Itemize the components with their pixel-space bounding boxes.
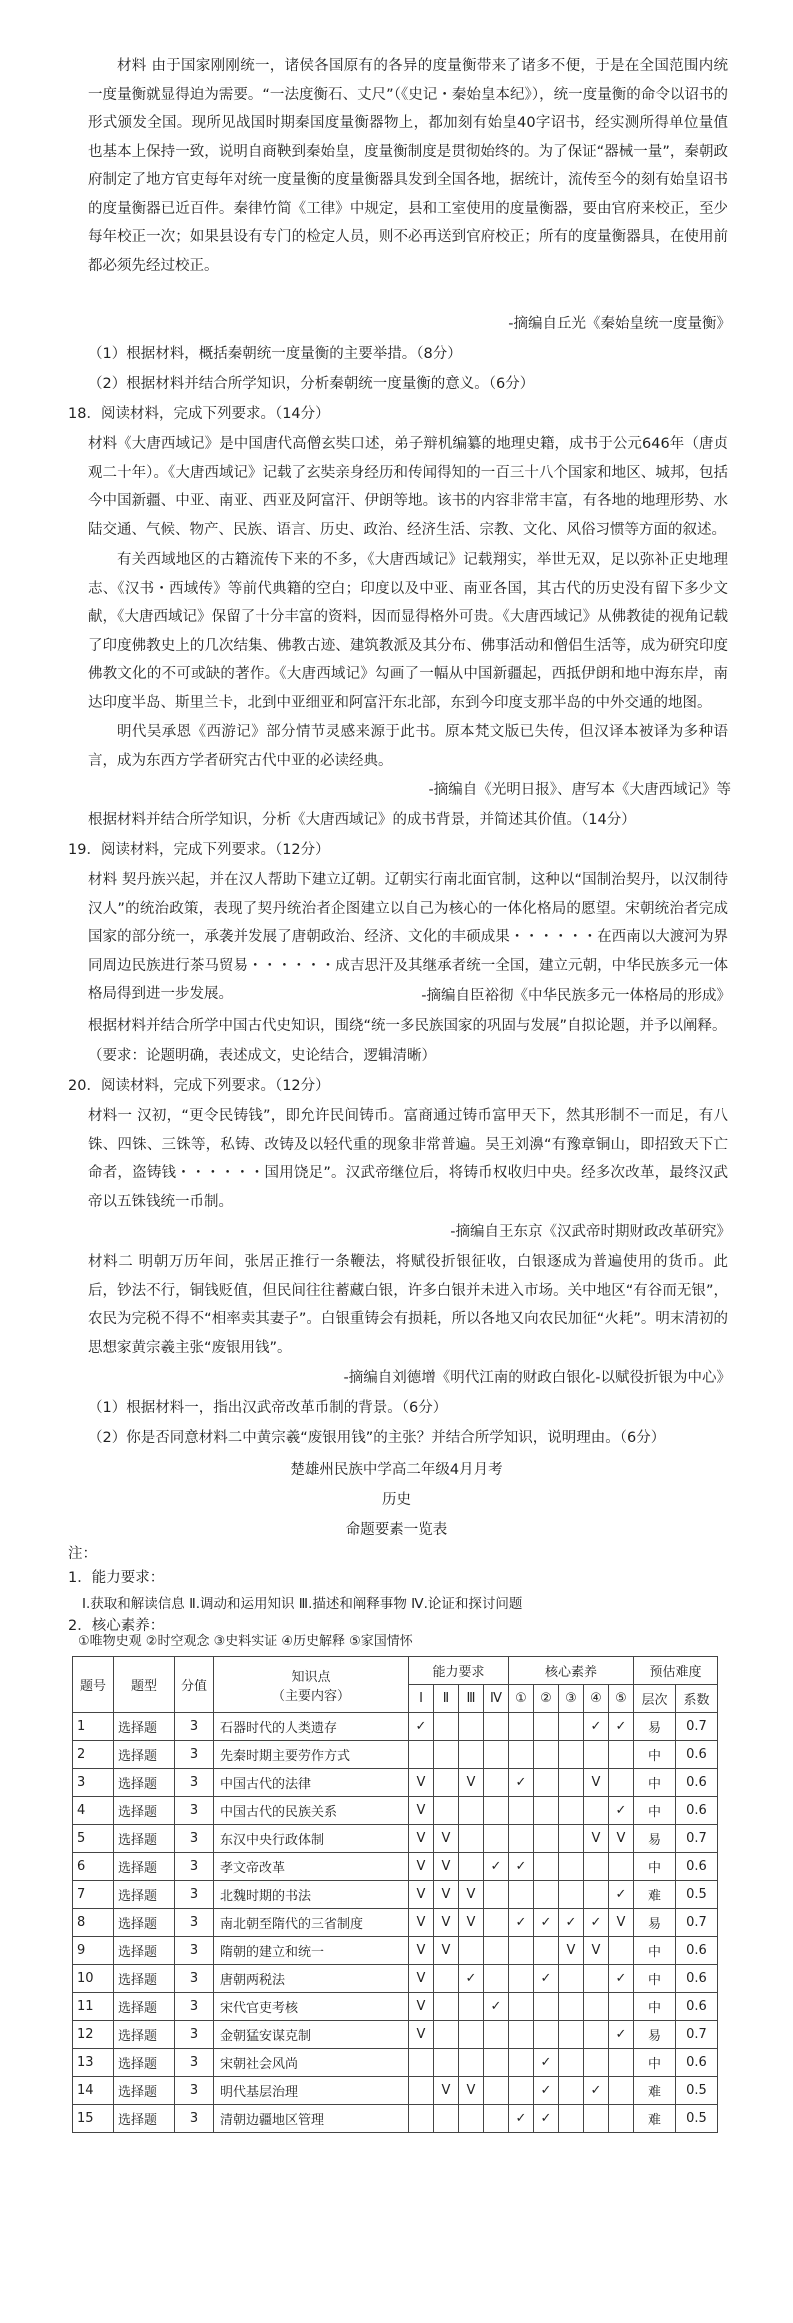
col-header-core: 核心素养 (509, 1657, 634, 1685)
row-core-mark (609, 1937, 634, 1965)
row-core-mark (534, 1825, 559, 1853)
row-knowledge-point: 东汉中央行政体制 (214, 1825, 409, 1853)
row-core-mark (509, 1993, 534, 2021)
row-knowledge-point: 石器时代的人类遗存 (214, 1713, 409, 1741)
table-row (73, 1741, 718, 1769)
row-ability-mark: V (409, 1769, 434, 1797)
row-knowledge-point: 中国古代的法律 (214, 1769, 409, 1797)
row-ability-mark: V (409, 1965, 434, 1993)
row-ability-mark (484, 1797, 509, 1825)
row-ability-mark (409, 1741, 434, 1769)
row-number: 4 (73, 1797, 114, 1825)
row-number: 2 (73, 1741, 114, 1769)
core-col-3: ③ (559, 1685, 584, 1713)
row-ability-mark: V (409, 1937, 434, 1965)
row-level: 中 (634, 1769, 676, 1797)
row-core-mark (584, 1881, 609, 1909)
table-row (73, 2021, 718, 2049)
row-core-mark (534, 1937, 559, 1965)
col-header-ability: 能力要求 (409, 1657, 509, 1685)
row-score: 3 (175, 1993, 214, 2021)
row-core-mark: ✓ (609, 1797, 634, 1825)
q20-material-1: 材料一 汉初，“更令民铸钱”，即允许民间铸币。富商通过铸币富甲天下，然其形制不一而足，有八铢、四铢、三铢等，私铸、改铸及以轻代重的现象非常普遍。吴王刘濞“有豫章铜山，即招致天下亡命者，盗铸钱・・・・・・国用饶足”。汉武帝继位后，将铸币权收归中央。经多次改革，最终汉武帝以五铢钱统一币制。 (88, 1108, 728, 1210)
row-ability-mark (434, 1993, 459, 2021)
row-number: 8 (73, 1909, 114, 1937)
row-core-mark: ✓ (534, 2077, 559, 2105)
row-ability-mark (459, 1741, 484, 1769)
row-number: 14 (73, 2077, 114, 2105)
row-core-mark: ✓ (509, 1769, 534, 1797)
row-core-mark: ✓ (609, 1713, 634, 1741)
row-core-mark (559, 2049, 584, 2077)
core-col-1: ① (509, 1685, 534, 1713)
table-row (73, 1909, 718, 1937)
row-type: 选择题 (114, 1741, 175, 1769)
row-knowledge-point: 清朝边疆地区管理 (214, 2105, 409, 2133)
row-level: 中 (634, 1993, 676, 2021)
row-number: 9 (73, 1937, 114, 1965)
row-coefficient: 0.6 (676, 1937, 718, 1965)
q19-material: 材料 契丹族兴起，并在汉人帮助下建立辽朝。辽朝实行南北面官制，这种以“国制治契丹，以汉制待汉人”的统治政策，表现了契丹统治者企图建立以自己为核心的一体化格局的愿望。宋朝统治者完成国家的部分统一，承袭并发展了唐朝政治、经济、文化的丰硕成果・・・・・・在西南以大渡河为界同周边民族进行茶马贸易・・・・・・成吉思汗及其继承者统一全国，建立元朝，中华民族多元一体格局得到进一步发展。 (88, 872, 728, 1002)
row-core-mark (534, 1741, 559, 1769)
row-core-mark (509, 2021, 534, 2049)
row-core-mark: V (609, 1909, 634, 1937)
row-knowledge-point: 宋朝社会风尚 (214, 2049, 409, 2077)
row-ability-mark: V (409, 2021, 434, 2049)
row-core-mark: V (584, 1937, 609, 1965)
q18-task: 根据材料并结合所学知识，分析《大唐西域记》的成书背景，并简述其价值。（14分） (88, 812, 636, 828)
row-core-mark (559, 2077, 584, 2105)
core-col-5: ⑤ (609, 1685, 634, 1713)
row-score: 3 (175, 1741, 214, 1769)
ability-list: Ⅰ.获取和解读信息 Ⅱ.调动和运用知识 Ⅲ.描述和阐释事物 Ⅳ.论证和探讨问题 (82, 1596, 523, 1612)
row-core-mark (584, 2021, 609, 2049)
row-number: 5 (73, 1825, 114, 1853)
row-number: 11 (73, 1993, 114, 2021)
table-row (73, 1797, 718, 1825)
row-ability-mark (459, 1853, 484, 1881)
row-core-mark: V (559, 1937, 584, 1965)
q19-source: -摘编自臣裕彻《中华民族多元一体格局的形成》 (421, 988, 731, 1004)
row-core-mark (559, 1965, 584, 1993)
row-core-mark (559, 1797, 584, 1825)
row-ability-mark (434, 2049, 459, 2077)
row-type: 选择题 (114, 2105, 175, 2133)
table-row (73, 1769, 718, 1797)
table-row (73, 1937, 718, 1965)
col-header-difficulty: 预估难度 (634, 1657, 718, 1685)
proposition-elements-table (72, 1656, 718, 2133)
row-score: 3 (175, 1769, 214, 1797)
row-ability-mark: ✓ (459, 1965, 484, 1993)
knowledge-point-label: 知识点 (291, 1669, 331, 1685)
row-ability-mark (434, 1797, 459, 1825)
row-ability-mark (459, 2105, 484, 2133)
school-title: 楚雄州民族中学高二年级4月月考 (290, 1462, 503, 1478)
row-core-mark (609, 1853, 634, 1881)
row-ability-mark: V (459, 2077, 484, 2105)
table-row (73, 2049, 718, 2077)
row-ability-mark: V (434, 1853, 459, 1881)
row-core-mark: ✓ (509, 1853, 534, 1881)
q18-heading: 18．阅读材料，完成下列要求。（14分） (68, 406, 330, 422)
row-coefficient: 0.5 (676, 2105, 718, 2133)
row-core-mark (509, 1965, 534, 1993)
row-core-mark (534, 1881, 559, 1909)
row-score: 3 (175, 1909, 214, 1937)
table-title: 命题要素一览表 (345, 1522, 448, 1538)
q17-source: -摘编自丘光《秦始皇统一度量衡》 (508, 316, 731, 332)
row-ability-mark (484, 1825, 509, 1853)
row-type: 选择题 (114, 1909, 175, 1937)
row-score: 3 (175, 2049, 214, 2077)
row-core-mark: ✓ (509, 2105, 534, 2133)
row-core-mark (509, 1713, 534, 1741)
q20-source-1: -摘编自王东京《汉武帝时期财政改革研究》 (450, 1224, 731, 1240)
row-core-mark (559, 1825, 584, 1853)
q17-sub2: （2）根据材料并结合所学知识，分析秦朝统一度量衡的意义。（6分） (88, 376, 535, 392)
row-ability-mark (434, 2105, 459, 2133)
row-ability-mark: V (459, 1769, 484, 1797)
row-level: 中 (634, 1797, 676, 1825)
row-core-mark: ✓ (584, 2077, 609, 2105)
ability-col-3: Ⅲ (459, 1685, 484, 1713)
row-core-mark (509, 1937, 534, 1965)
row-core-mark (534, 1769, 559, 1797)
row-number: 6 (73, 1853, 114, 1881)
row-core-mark (609, 2077, 634, 2105)
row-coefficient: 0.6 (676, 1965, 718, 1993)
row-ability-mark: V (409, 1825, 434, 1853)
row-coefficient: 0.6 (676, 1769, 718, 1797)
row-ability-mark (484, 1937, 509, 1965)
difficulty-coef-header: 系数 (676, 1685, 718, 1713)
row-ability-mark (434, 1741, 459, 1769)
row-core-mark (559, 1769, 584, 1797)
row-core-mark: V (584, 1825, 609, 1853)
row-type: 选择题 (114, 1769, 175, 1797)
row-coefficient: 0.6 (676, 1853, 718, 1881)
row-score: 3 (175, 2077, 214, 2105)
row-ability-mark (459, 1825, 484, 1853)
row-level: 易 (634, 2021, 676, 2049)
ability-col-4: Ⅳ (484, 1685, 509, 1713)
row-type: 选择题 (114, 1937, 175, 1965)
row-core-mark (609, 1741, 634, 1769)
row-ability-mark (409, 2105, 434, 2133)
row-score: 3 (175, 1797, 214, 1825)
row-score: 3 (175, 1713, 214, 1741)
row-core-mark (559, 1881, 584, 1909)
row-coefficient: 0.6 (676, 1741, 718, 1769)
q19-task: 根据材料并结合所学中国古代史知识，围绕“统一多民族国家的巩固与发展”自拟论题，并予以阐释。 (88, 1018, 727, 1034)
row-type: 选择题 (114, 1825, 175, 1853)
row-core-mark (509, 2049, 534, 2077)
q19-heading: 19．阅读材料，完成下列要求。（12分） (68, 842, 330, 858)
row-core-mark: V (584, 1769, 609, 1797)
row-level: 中 (634, 2049, 676, 2077)
row-ability-mark: V (459, 1909, 484, 1937)
row-core-mark (584, 2049, 609, 2077)
row-ability-mark: V (434, 2077, 459, 2105)
col-header-knowledge-point (214, 1657, 409, 1713)
row-ability-mark (484, 2021, 509, 2049)
row-coefficient: 0.7 (676, 1713, 718, 1741)
row-ability-mark (484, 1713, 509, 1741)
row-ability-mark (484, 1769, 509, 1797)
row-type: 选择题 (114, 1881, 175, 1909)
row-knowledge-point: 中国古代的民族关系 (214, 1797, 409, 1825)
row-score: 3 (175, 1965, 214, 1993)
row-core-mark (559, 1713, 584, 1741)
row-score: 3 (175, 1937, 214, 1965)
row-level: 易 (634, 1909, 676, 1937)
row-type: 选择题 (114, 2049, 175, 2077)
note-label: 注： (68, 1546, 97, 1562)
core-col-2: ② (534, 1685, 559, 1713)
row-ability-mark (434, 1713, 459, 1741)
row-ability-mark (459, 2049, 484, 2077)
row-core-mark (584, 2105, 609, 2133)
row-core-mark: ✓ (534, 2105, 559, 2133)
row-ability-mark (484, 2077, 509, 2105)
row-knowledge-point: 宋代官吏考核 (214, 1993, 409, 2021)
row-ability-mark: V (434, 1881, 459, 1909)
row-ability-mark (459, 2021, 484, 2049)
row-coefficient: 0.5 (676, 2077, 718, 2105)
row-ability-mark (484, 1741, 509, 1769)
row-core-mark: ✓ (534, 1965, 559, 1993)
row-coefficient: 0.6 (676, 1797, 718, 1825)
table-row (73, 1713, 718, 1741)
row-core-mark (534, 1853, 559, 1881)
row-ability-mark (484, 2049, 509, 2077)
row-ability-mark: V (434, 1909, 459, 1937)
row-core-mark (609, 1769, 634, 1797)
row-core-mark (584, 1797, 609, 1825)
q20-sub1: （1）根据材料一，指出汉武帝改革币制的背景。（6分） (88, 1400, 448, 1416)
row-core-mark: ✓ (609, 2021, 634, 2049)
row-number: 15 (73, 2105, 114, 2133)
row-level: 易 (634, 1825, 676, 1853)
q18-paragraph-3: 明代吴承恩《西游记》部分情节灵感来源于此书。原本梵文版已失传，但汉译本被译为多种语言，成为东西方学者研究古代中亚的必读经典。 (88, 724, 728, 769)
difficulty-level-header: 层次 (634, 1685, 676, 1713)
row-knowledge-point: 南北朝至隋代的三省制度 (214, 1909, 409, 1937)
table-row (73, 1965, 718, 1993)
row-core-mark (609, 2105, 634, 2133)
row-ability-mark: V (434, 1825, 459, 1853)
row-core-mark (584, 1853, 609, 1881)
row-ability-mark (484, 1965, 509, 1993)
core-heading: 2．核心素养： (68, 1618, 165, 1634)
row-core-mark (559, 1853, 584, 1881)
row-core-mark (534, 1993, 559, 2021)
row-level: 中 (634, 1965, 676, 1993)
row-knowledge-point: 金朝猛安谋克制 (214, 2021, 409, 2049)
row-ability-mark (459, 1937, 484, 1965)
row-core-mark (559, 2105, 584, 2133)
row-level: 难 (634, 1881, 676, 1909)
row-level: 难 (634, 2105, 676, 2133)
row-core-mark (509, 2077, 534, 2105)
core-list: ①唯物史观 ②时空观念 ③史料实证 ④历史解释 ⑤家国情怀 (78, 1634, 413, 1649)
table-row (73, 2105, 718, 2133)
col-header-type: 题型 (114, 1657, 175, 1713)
row-coefficient: 0.7 (676, 1825, 718, 1853)
row-number: 1 (73, 1713, 114, 1741)
row-number: 10 (73, 1965, 114, 1993)
row-core-mark (509, 1797, 534, 1825)
row-number: 3 (73, 1769, 114, 1797)
row-ability-mark (434, 1965, 459, 1993)
row-core-mark (559, 1993, 584, 2021)
table-body (73, 1713, 718, 2133)
row-level: 难 (634, 2077, 676, 2105)
row-ability-mark (459, 1993, 484, 2021)
row-knowledge-point: 先秦时期主要劳作方式 (214, 1741, 409, 1769)
ability-heading: 1．能力要求： (68, 1570, 165, 1586)
row-core-mark (584, 1965, 609, 1993)
row-core-mark (509, 1825, 534, 1853)
row-score: 3 (175, 1853, 214, 1881)
q18-paragraph-1: 材料《大唐西域记》是中国唐代高僧玄奘口述，弟子辩机编纂的地理史籍，成书于公元646年（唐贞观二十年）。《大唐西域记》记载了玄奘亲身经历和传闻得知的一百三十八个国家和地区、城邦，包括今中国新疆、中亚、南亚、西亚及阿富汗、伊朗等地。该书的内容非常丰富，有各地的地理形势、水陆交通、气候、物产、民族、语言、历史、政治、经济生活、宗教、文化、风俗习惯等方面的叙述。 (88, 436, 728, 538)
row-type: 选择题 (114, 1713, 175, 1741)
row-ability-mark: V (409, 1797, 434, 1825)
row-core-mark: ✓ (509, 1909, 534, 1937)
row-type: 选择题 (114, 1797, 175, 1825)
row-ability-mark (434, 2021, 459, 2049)
row-core-mark (509, 1741, 534, 1769)
row-core-mark: ✓ (534, 1909, 559, 1937)
row-ability-mark: V (409, 1993, 434, 2021)
q18-source: -摘编自《光明日报》、唐写本《大唐西域记》等 (428, 782, 731, 798)
row-type: 选择题 (114, 2077, 175, 2105)
row-core-mark (584, 1741, 609, 1769)
row-ability-mark: V (434, 1937, 459, 1965)
table-row (73, 1825, 718, 1853)
table-row (73, 2077, 718, 2105)
row-core-mark: ✓ (559, 1909, 584, 1937)
row-core-mark (534, 2021, 559, 2049)
row-number: 12 (73, 2021, 114, 2049)
row-ability-mark (434, 1769, 459, 1797)
q17-material: 材料 由于国家刚刚统一，诸侯各国原有的各异的度量衡带来了诸多不便，于是在全国范围内统一度量衡就显得迫为需要。“一法度衡石、丈尺”（《史记・秦始皇本纪》），统一度量衡的命令以诏书的形式颁发全国。现所见战国时期秦国度量衡器物上，都加刻有始皇40字诏书，经实测所得单位量值也基本上保持一致，说明自商鞅到秦始皇，度量衡制度是贯彻始终的。为了保证“器械一量”，秦朝政府制定了地方官吏每年对统一度量衡的度量衡器具发到全国各地，据统计，流传至今的刻有始皇诏书的度量衡器已近百件。秦律竹简《工律》中规定，县和工室使用的度量衡器，要由官府来校正，至少每年校正一次；如果县设有专门的检定人员，则不必再送到官府校正；所有的度量衡器具，在使用前都必须先经过校正。 (88, 58, 728, 274)
row-coefficient: 0.7 (676, 2021, 718, 2049)
row-type: 选择题 (114, 2021, 175, 2049)
row-knowledge-point: 隋朝的建立和统一 (214, 1937, 409, 1965)
row-score: 3 (175, 1825, 214, 1853)
row-level: 中 (634, 1853, 676, 1881)
row-core-mark (559, 2021, 584, 2049)
ability-col-1: Ⅰ (409, 1685, 434, 1713)
row-ability-mark (409, 2077, 434, 2105)
row-type: 选择题 (114, 1993, 175, 2021)
row-core-mark (534, 1797, 559, 1825)
q19-requirement: （要求：论题明确，表述成文，史论结合，逻辑清晰） (88, 1048, 436, 1064)
row-core-mark (534, 1713, 559, 1741)
row-coefficient: 0.7 (676, 1909, 718, 1937)
row-ability-mark: V (409, 1853, 434, 1881)
row-core-mark: ✓ (584, 1909, 609, 1937)
row-core-mark (584, 1993, 609, 2021)
q17-sub1: （1）根据材料，概括秦朝统一度量衡的主要举措。（8分） (88, 346, 462, 362)
row-number: 7 (73, 1881, 114, 1909)
core-col-4: ④ (584, 1685, 609, 1713)
row-ability-mark (484, 1909, 509, 1937)
row-type: 选择题 (114, 1965, 175, 1993)
row-ability-mark (459, 1713, 484, 1741)
row-core-mark: V (609, 1825, 634, 1853)
row-core-mark (559, 1741, 584, 1769)
subject-title: 历史 (382, 1492, 411, 1508)
row-ability-mark: ✓ (409, 1713, 434, 1741)
row-score: 3 (175, 2021, 214, 2049)
row-knowledge-point: 明代基层治理 (214, 2077, 409, 2105)
row-core-mark (609, 2049, 634, 2077)
row-ability-mark (484, 1881, 509, 1909)
row-coefficient: 0.6 (676, 2049, 718, 2077)
row-ability-mark: V (459, 1881, 484, 1909)
knowledge-point-sublabel: （主要内容） (271, 1688, 350, 1704)
q20-source-2: -摘编自刘德增《明代江南的财政白银化-以赋役折银为中心》 (343, 1370, 731, 1386)
row-type: 选择题 (114, 1853, 175, 1881)
row-ability-mark: V (409, 1909, 434, 1937)
row-core-mark (509, 1881, 534, 1909)
row-core-mark: ✓ (584, 1713, 609, 1741)
row-level: 易 (634, 1713, 676, 1741)
row-coefficient: 0.6 (676, 1993, 718, 2021)
row-core-mark: ✓ (609, 1965, 634, 1993)
col-header-score: 分值 (175, 1657, 214, 1713)
table-row (73, 1993, 718, 2021)
row-ability-mark (409, 2049, 434, 2077)
row-score: 3 (175, 1881, 214, 1909)
row-knowledge-point: 孝文帝改革 (214, 1853, 409, 1881)
row-coefficient: 0.5 (676, 1881, 718, 1909)
table-row (73, 1881, 718, 1909)
row-ability-mark: ✓ (484, 1853, 509, 1881)
row-ability-mark: V (409, 1881, 434, 1909)
q20-sub2: （2）你是否同意材料二中黄宗羲“废银用钱”的主张？并结合所学知识，说明理由。（6分） (88, 1430, 666, 1446)
q20-material-2: 材料二 明朝万历年间，张居正推行一条鞭法，将赋役折银征收，白银逐成为普遍使用的货币。此后，钞法不行，铜钱贬值，但民间往往蓄藏白银，许多白银并未进入市场。关中地区“有谷而无银”，农民为完税不得不“相率卖其妻子”。白银重铸会有损耗，所以各地又向农民加征“火耗”。明末清初的思想家黄宗羲主张“废银用钱”。 (88, 1254, 728, 1356)
row-level: 中 (634, 1741, 676, 1769)
row-level: 中 (634, 1937, 676, 1965)
row-core-mark: ✓ (609, 1881, 634, 1909)
q18-paragraph-2: 有关西域地区的古籍流传下来的不多，《大唐西域记》记载翔实，举世无双，足以弥补正史地理志、《汉书・西域传》等前代典籍的空白；印度以及中亚、南亚各国，其古代的历史没有留下多少文献，《大唐西域记》保留了十分丰富的资料，因而显得格外可贵。《大唐西域记》从佛教徒的视角记载了印度佛教史上的几次结集、佛教古迹、建筑教派及其分布、佛事活动和僧侣生活等，成为研究印度佛教文化的不可或缺的著作。《大唐西域记》勾画了一幅从中国新疆起，西抵伊朗和地中海东岸，南达印度半岛、斯里兰卡，北到中亚细亚和阿富汗东北部，东到今印度支那半岛的中外交通的地图。 (88, 552, 728, 711)
q20-heading: 20．阅读材料，完成下列要求。（12分） (68, 1078, 330, 1094)
row-score: 3 (175, 2105, 214, 2133)
row-knowledge-point: 北魏时期的书法 (214, 1881, 409, 1909)
row-ability-mark (484, 2105, 509, 2133)
table-row (73, 1853, 718, 1881)
row-core-mark: ✓ (534, 2049, 559, 2077)
row-core-mark (609, 1993, 634, 2021)
ability-col-2: Ⅱ (434, 1685, 459, 1713)
row-ability-mark: ✓ (484, 1993, 509, 2021)
row-knowledge-point: 唐朝两税法 (214, 1965, 409, 1993)
row-ability-mark (459, 1797, 484, 1825)
row-number: 13 (73, 2049, 114, 2077)
col-header-number: 题号 (73, 1657, 114, 1713)
